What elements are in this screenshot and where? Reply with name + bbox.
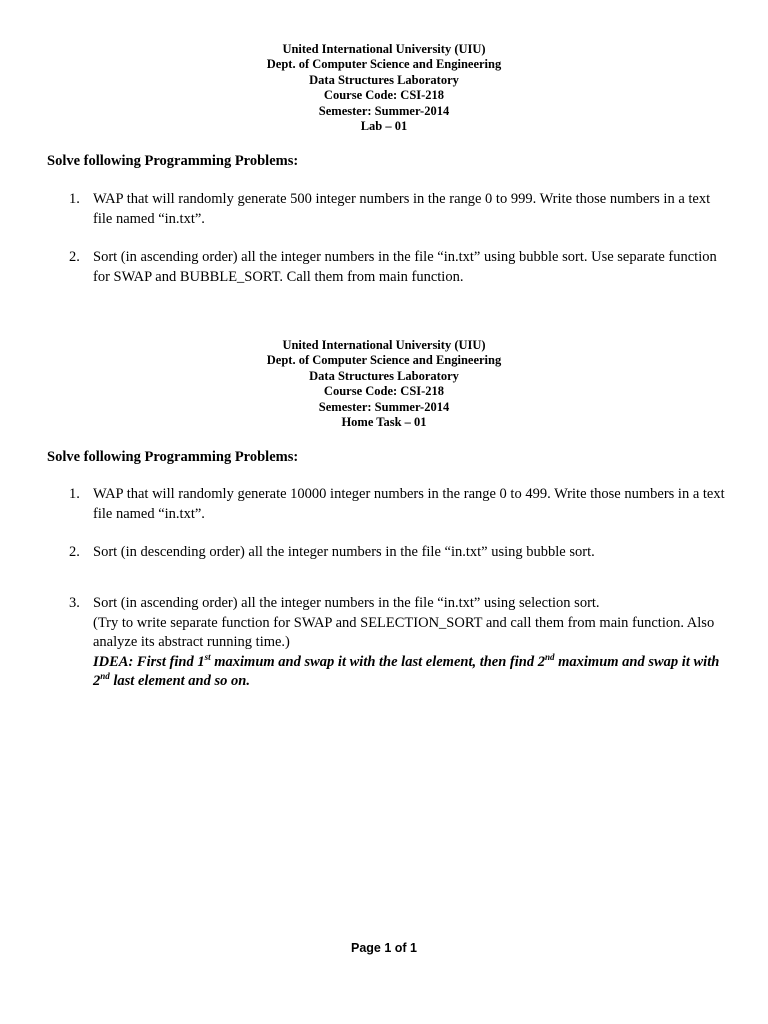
semester: Semester: Summer-2014 bbox=[318, 103, 450, 118]
department-name: Dept. of Computer Science and Engineering bbox=[266, 353, 502, 368]
lab-header bbox=[0, 42, 768, 134]
course-name: Data Structures Laboratory bbox=[309, 368, 459, 383]
problem-number: 2. bbox=[69, 249, 80, 265]
idea-ordinal: nd bbox=[544, 651, 555, 662]
problem-number: 1. bbox=[69, 191, 80, 207]
problem-body bbox=[93, 594, 729, 692]
home-task-section-title: Solve following Programming Problems: bbox=[47, 449, 299, 465]
task-title: Lab – 01 bbox=[360, 119, 408, 134]
problem-text: Sort (in descending order) all the integer numbers in the file “in.txt” using bubble sort. bbox=[93, 544, 595, 560]
idea-text: last element and so on. bbox=[109, 673, 250, 689]
university-name: United International University (UIU) bbox=[282, 338, 486, 352]
home-task-header bbox=[0, 338, 768, 430]
course-code: Course Code: CSI-218 bbox=[323, 384, 445, 399]
problem-note: (Try to write separate function for SWAP and SELECTION_SORT and call them from main function. Also analyze its abstract running time.) bbox=[93, 614, 715, 650]
problem-text: WAP that will randomly generate 10000 integer numbers in the range 0 to 499. Write those numbers in a text file named “in.txt”. bbox=[93, 486, 725, 522]
problem-number: 1. bbox=[69, 486, 80, 502]
lab-section-title: Solve following Programming Problems: bbox=[47, 153, 299, 169]
lab-problem-2 bbox=[69, 248, 729, 287]
home-task-problem-3 bbox=[69, 594, 729, 692]
lab-problem-1 bbox=[69, 190, 729, 229]
page-number: Page 1 of 1 bbox=[351, 941, 417, 955]
idea-ordinal: nd bbox=[100, 671, 110, 682]
course-code: Course Code: CSI-218 bbox=[323, 88, 445, 103]
university-name: United International University (UIU) bbox=[282, 42, 486, 56]
idea-text: maximum and swap it with the last element, then find 2 bbox=[210, 653, 545, 670]
problem-text: WAP that will randomly generate 500 integer numbers in the range 0 to 999. Write those numbers in a text file named “in.txt”. bbox=[93, 191, 711, 227]
home-task-problem-1 bbox=[69, 485, 729, 524]
problem-text: Sort (in ascending order) all the integer numbers in the file “in.txt” using selection sort. bbox=[93, 595, 600, 611]
problem-number: 3. bbox=[69, 595, 80, 611]
department-name: Dept. of Computer Science and Engineering bbox=[266, 57, 502, 72]
home-task-problem-2 bbox=[69, 543, 729, 563]
idea-ordinal: st bbox=[204, 651, 211, 662]
problem-idea bbox=[93, 653, 729, 692]
idea-text: IDEA: First find 1 bbox=[93, 653, 205, 670]
problem-text: Sort (in ascending order) all the integer numbers in the file “in.txt” using bubble sort. Use separate function for SWAP and BUBBLE_SORT. Call them from main function. bbox=[93, 249, 717, 285]
course-name: Data Structures Laboratory bbox=[309, 72, 459, 87]
idea-text: maximum and swap it with 2 bbox=[93, 653, 720, 689]
problem-number: 2. bbox=[69, 544, 80, 560]
task-title: Home Task – 01 bbox=[341, 415, 427, 430]
semester: Semester: Summer-2014 bbox=[318, 399, 450, 414]
